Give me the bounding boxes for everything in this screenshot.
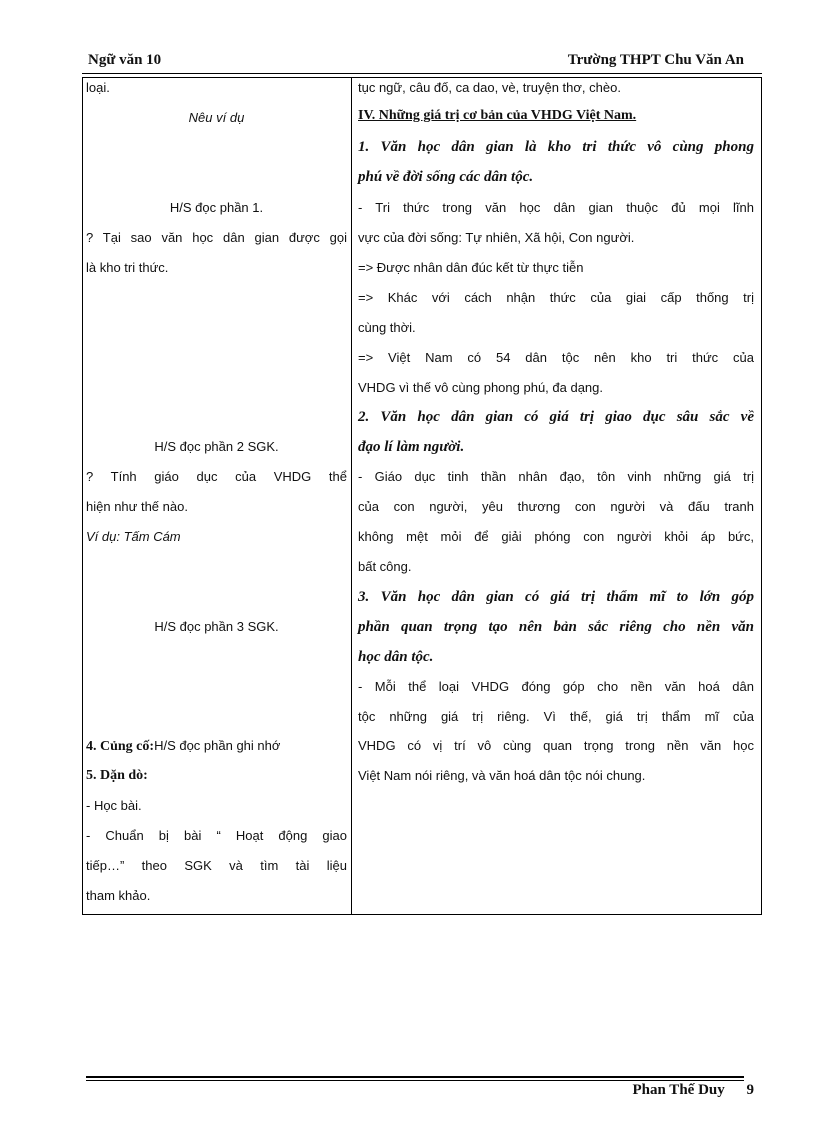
- right-line: cùng thời.: [358, 320, 416, 335]
- right-line: VHDG vì thế vô cùng phong phú, đa dạng.: [358, 380, 604, 395]
- left-line: tiếp…” theo SGK và tìm tài liệu: [86, 858, 347, 873]
- right-line: tộc những giá trị riêng. Vì thế, giá trị thẩm mĩ của: [358, 709, 754, 724]
- left-line: ? Tính giáo dục của VHDG thể: [86, 469, 347, 484]
- right-line: 1. Văn học dân gian là kho tri thức vô cùng phong: [358, 139, 754, 155]
- left-line: - Chuẩn bị bài “ Hoạt động giao: [86, 828, 347, 843]
- footer-rule: [86, 1080, 744, 1081]
- right-line: bất công.: [358, 559, 412, 574]
- right-line: vực của đời sống: Tự nhiên, Xã hội, Con người.: [358, 230, 635, 245]
- right-line: Việt Nam nói riêng, và văn hoá dân tộc nói chung.: [358, 768, 646, 783]
- right-line: phần quan trọng tạo nên bản sắc riêng cho nền văn: [358, 619, 754, 635]
- left-line: H/S đọc phần 2 SGK.: [154, 439, 279, 454]
- section-heading: IV. Những giá trị cơ bản của VHDG Việt Nam.: [358, 108, 637, 123]
- right-line: phú về đời sống các dân tộc.: [358, 169, 534, 185]
- cungco-label: 4. Củng cố:: [86, 739, 155, 754]
- page-number: 9: [746, 1082, 754, 1098]
- right-line: không mệt mỏi để giải phóng con người khỏi áp bức,: [358, 529, 754, 544]
- right-line: => Được nhân dân đúc kết từ thực tiễn: [358, 260, 584, 275]
- left-line: Nêu ví dụ: [188, 110, 245, 125]
- left-line: H/S đọc phần 3 SGK.: [154, 619, 279, 634]
- page-header: [88, 52, 744, 74]
- header-rule: [82, 73, 762, 74]
- left-line: Ví dụ: Tấm Cám: [86, 529, 181, 544]
- left-line: H/S đọc phần 1.: [169, 200, 264, 215]
- left-line: là kho tri thức.: [86, 260, 169, 275]
- cungco-text: H/S đọc phần ghi nhớ: [154, 738, 281, 753]
- right-line: - Tri thức trong văn học dân gian thuộc đủ mọi lĩnh: [358, 200, 754, 215]
- subject-title: Ngữ văn 10: [88, 52, 162, 68]
- left-line: tham khảo.: [86, 888, 151, 903]
- right-line: học dân tộc.: [358, 649, 434, 665]
- left-line: 5. Dặn dò:: [86, 768, 148, 783]
- page-footer: [632, 1082, 754, 1099]
- right-line: - Mỗi thể loại VHDG đóng góp cho nền văn hoá dân: [358, 679, 754, 694]
- right-line: tục ngữ, câu đố, ca dao, vè, truyện thơ, chèo.: [358, 80, 621, 95]
- right-line: VHDG có vị trí vô cùng quan trọng trong nền văn học: [358, 738, 754, 753]
- right-line: 3. Văn học dân gian có giá trị thẩm mĩ to lớn góp: [358, 589, 754, 605]
- left-line: ? Tại sao văn học dân gian được gọi: [86, 230, 347, 245]
- right-line: => Khác với cách nhận thức của giai cấp thống trị: [358, 290, 754, 305]
- right-line: của con người, yêu thương con người và đấu tranh: [358, 499, 754, 514]
- column-divider: [351, 77, 352, 915]
- left-line: - Học bài.: [86, 798, 142, 813]
- left-line: loại.: [86, 80, 110, 95]
- right-line: đạo lí làm người.: [358, 439, 465, 455]
- left-line: hiện như thế nào.: [86, 499, 188, 514]
- school-name: Trường THPT Chu Văn An: [567, 52, 744, 68]
- left-line: [86, 736, 347, 766]
- right-line: => Việt Nam có 54 dân tộc nên kho tri thức của: [358, 350, 754, 365]
- author-name: Phan Thế Duy: [632, 1082, 725, 1098]
- right-line: - Giáo dục tinh thần nhân đạo, tôn vinh những giá trị: [358, 469, 754, 484]
- right-line: 2. Văn học dân gian có giá trị giao dục sâu sắc về: [358, 409, 754, 425]
- footer-rule: [86, 1076, 744, 1078]
